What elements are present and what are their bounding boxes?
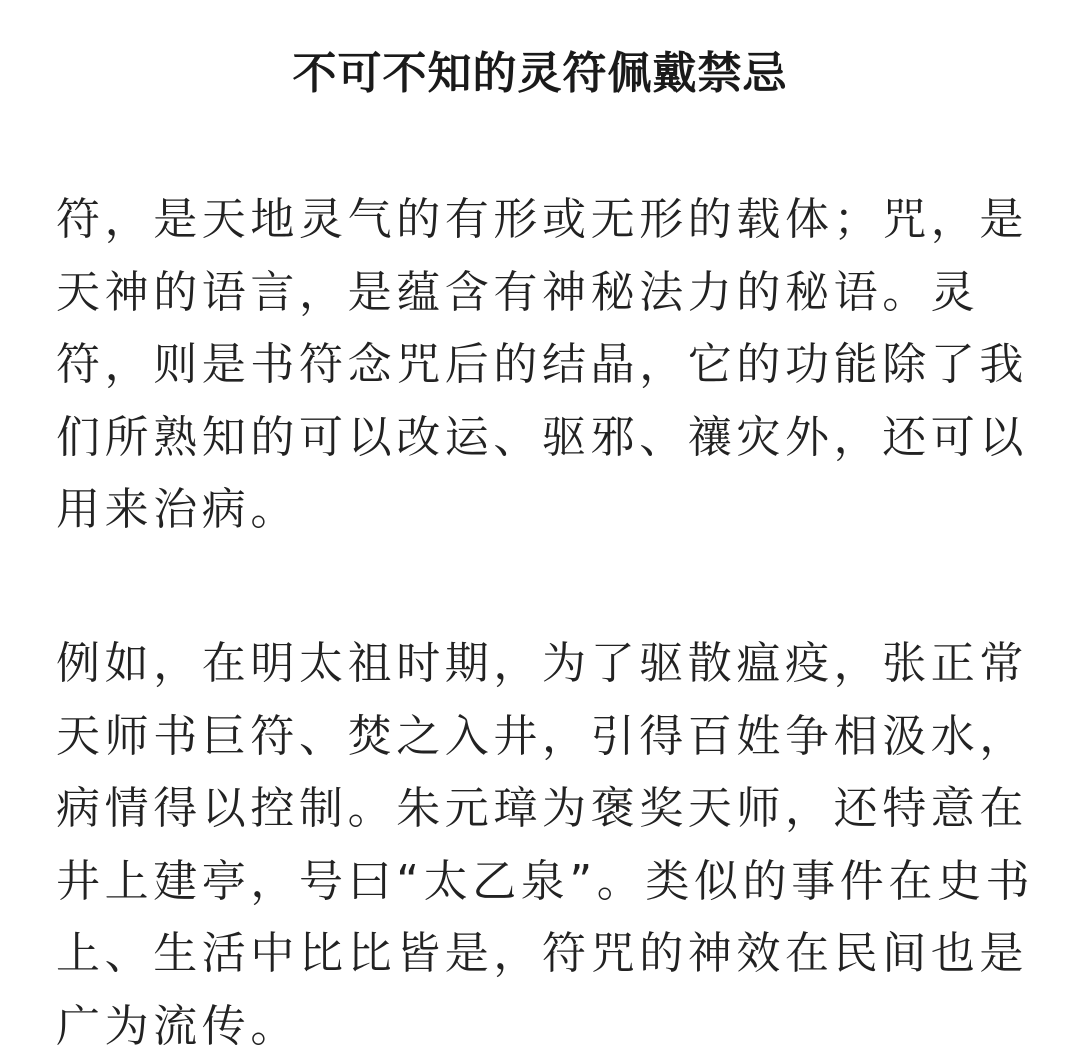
- paragraph-line: 用来治病。: [56, 474, 1036, 547]
- paragraph-line: 例如，在明太祖时期，为了驱散瘟疫，张正常: [56, 628, 1036, 701]
- paragraph-line: 井上建亭，号曰“太乙泉”。类似的事件在史书: [56, 846, 1036, 919]
- paragraph-line: 病情得以控制。朱元璋为褒奖天师，还特意在: [56, 773, 1036, 846]
- paragraph-line: 上、生活中比比皆是，符咒的神效在民间也是: [56, 918, 1036, 991]
- article-title: 不可不知的灵符佩戴禁忌: [0, 44, 1080, 104]
- paragraph-line: 天神的语言，是蕴含有神秘法力的秘语。灵: [56, 257, 1036, 330]
- paragraph-1: [56, 184, 1036, 547]
- paragraph-line: 符，则是书符念咒后的结晶，它的功能除了我: [56, 329, 1036, 402]
- paragraph-line: 广为流传。: [56, 991, 1036, 1063]
- paragraph-line: 天师书巨符、焚之入井，引得百姓争相汲水，: [56, 701, 1036, 774]
- paragraph-line: 们所熟知的可以改运、驱邪、禳灾外，还可以: [56, 402, 1036, 475]
- paragraph-line: 符，是天地灵气的有形或无形的载体；咒，是: [56, 184, 1036, 257]
- paragraph-2: [56, 628, 1036, 1063]
